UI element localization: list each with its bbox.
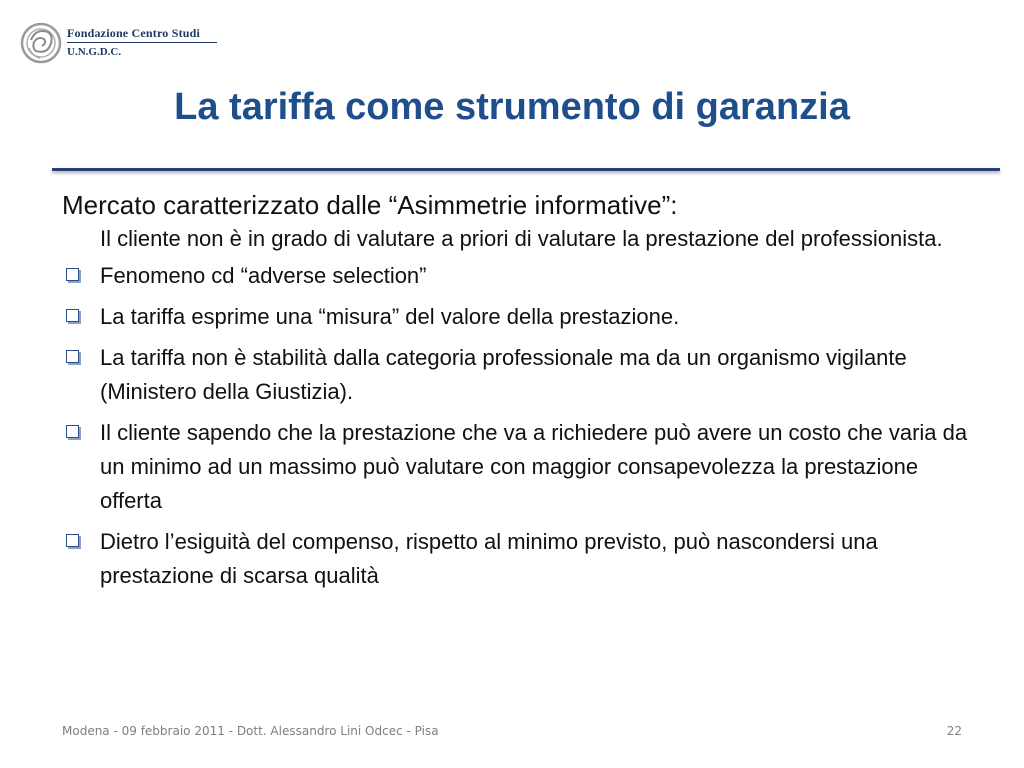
list-item-text: Il cliente sapendo che la prestazione che va a richiedere può avere un costo che varia da un minimo ad un massimo può valutare con maggior consapevolezza la prestazione offerta [100, 420, 968, 513]
square-bullet-icon [66, 309, 79, 322]
seal-logo-icon [20, 18, 62, 68]
slide-content [62, 188, 982, 600]
list-item-text: La tariffa non è stabilità dalla categoria professionale ma da un organismo vigilante (Ministero della Giustizia). [100, 345, 907, 404]
square-bullet-icon [66, 425, 79, 438]
square-bullet-icon [66, 534, 79, 547]
list-item-text: La tariffa esprime una “misura” del valore della prestazione. [100, 304, 680, 329]
org-name: Fondazione Centro Studi [67, 26, 201, 40]
intro-subtext: Il cliente non è in grado di valutare a priori di valutare la prestazione del professionista. [100, 226, 943, 251]
square-bullet-icon [66, 268, 79, 281]
list-item [62, 300, 980, 334]
list-item-text: Dietro l’esiguità del compenso, rispetto al minimo previsto, può nascondersi una prestazione di scarsa qualità [100, 529, 878, 588]
org-subtitle: U.N.G.D.C. [67, 46, 122, 58]
list-item [62, 525, 980, 593]
bullet-list [62, 259, 982, 593]
title-divider [52, 168, 1000, 171]
footer-text: Modena - 09 febbraio 2011 - Dott. Alessandro Lini Odcec - Pisa [62, 724, 439, 738]
list-item-text: Fenomeno cd “adverse selection” [100, 263, 427, 288]
org-logo [20, 18, 230, 70]
org-divider [67, 42, 217, 43]
intro-text: Mercato caratterizzato dalle “Asimmetrie informative”: [62, 190, 678, 220]
page-number: 22 [946, 724, 962, 738]
list-item [62, 416, 980, 518]
list-item [62, 259, 980, 293]
list-item [62, 341, 980, 409]
slide-title: La tariffa come strumento di garanzia [174, 86, 850, 128]
square-bullet-icon [66, 350, 79, 363]
